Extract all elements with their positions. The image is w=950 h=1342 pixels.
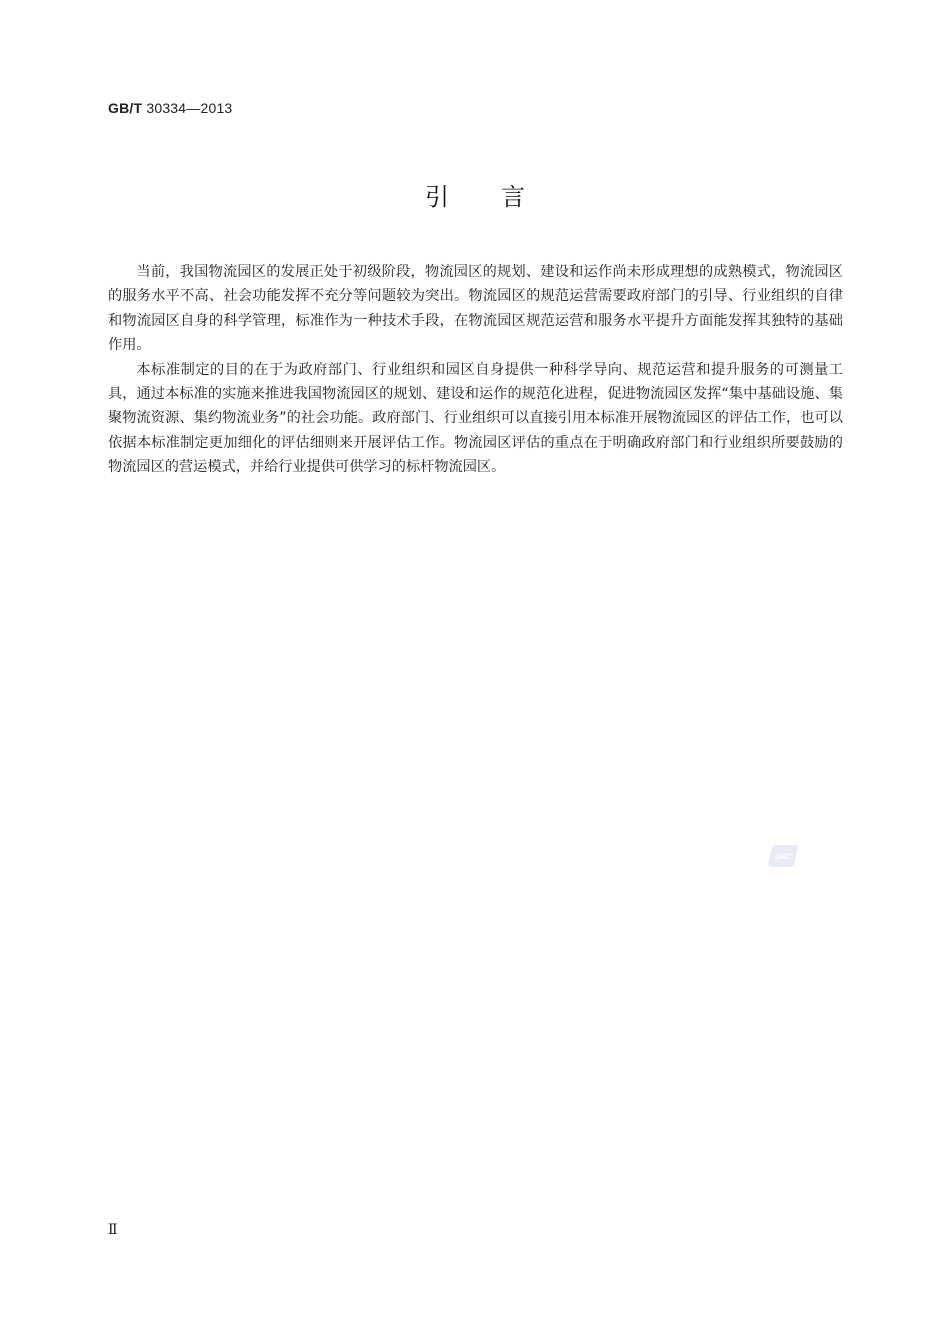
page-number: Ⅱ	[108, 1223, 118, 1238]
standard-number: 30334—2013	[146, 100, 233, 116]
watermark-text: SAC	[774, 851, 792, 861]
introduction-body	[108, 260, 843, 480]
page-title: 引言	[425, 183, 577, 211]
standard-code	[108, 100, 232, 116]
standard-prefix: GB/T	[108, 100, 143, 116]
sac-watermark-logo	[768, 845, 799, 867]
paragraph-1: 当前，我国物流园区的发展正处于初级阶段，物流园区的规划、建设和运作尚未形成理想的成熟模式，物流园区的服务水平不高、社会功能发挥不充分等问题较为突出。物流园区的规范运营需要政府部门的引导、行业组织的自律和物流园区自身的科学管理，标准作为一种技术手段，在物流园区规范运营和服务水平提升方面能发挥其独特的基础作用。	[108, 264, 843, 354]
paragraph-2: 本标准制定的目的在于为政府部门、行业组织和园区自身提供一种科学导向、规范运营和提升服务的可测量工具，通过本标准的实施来推进我国物流园区的规划、建设和运作的规范化进程，促进物流园区发挥“集中基础设施、集聚物流资源、集约物流业务”的社会功能。政府部门、行业组织可以直接引用本标准开展物流园区的评估工作，也可以依据本标准制定更加细化的评估细则来开展评估工作。物流园区评估的重点在于明确政府部门和行业组织所要鼓励的物流园区的营运模式，并给行业提供可供学习的标杆物流园区。	[108, 361, 843, 476]
